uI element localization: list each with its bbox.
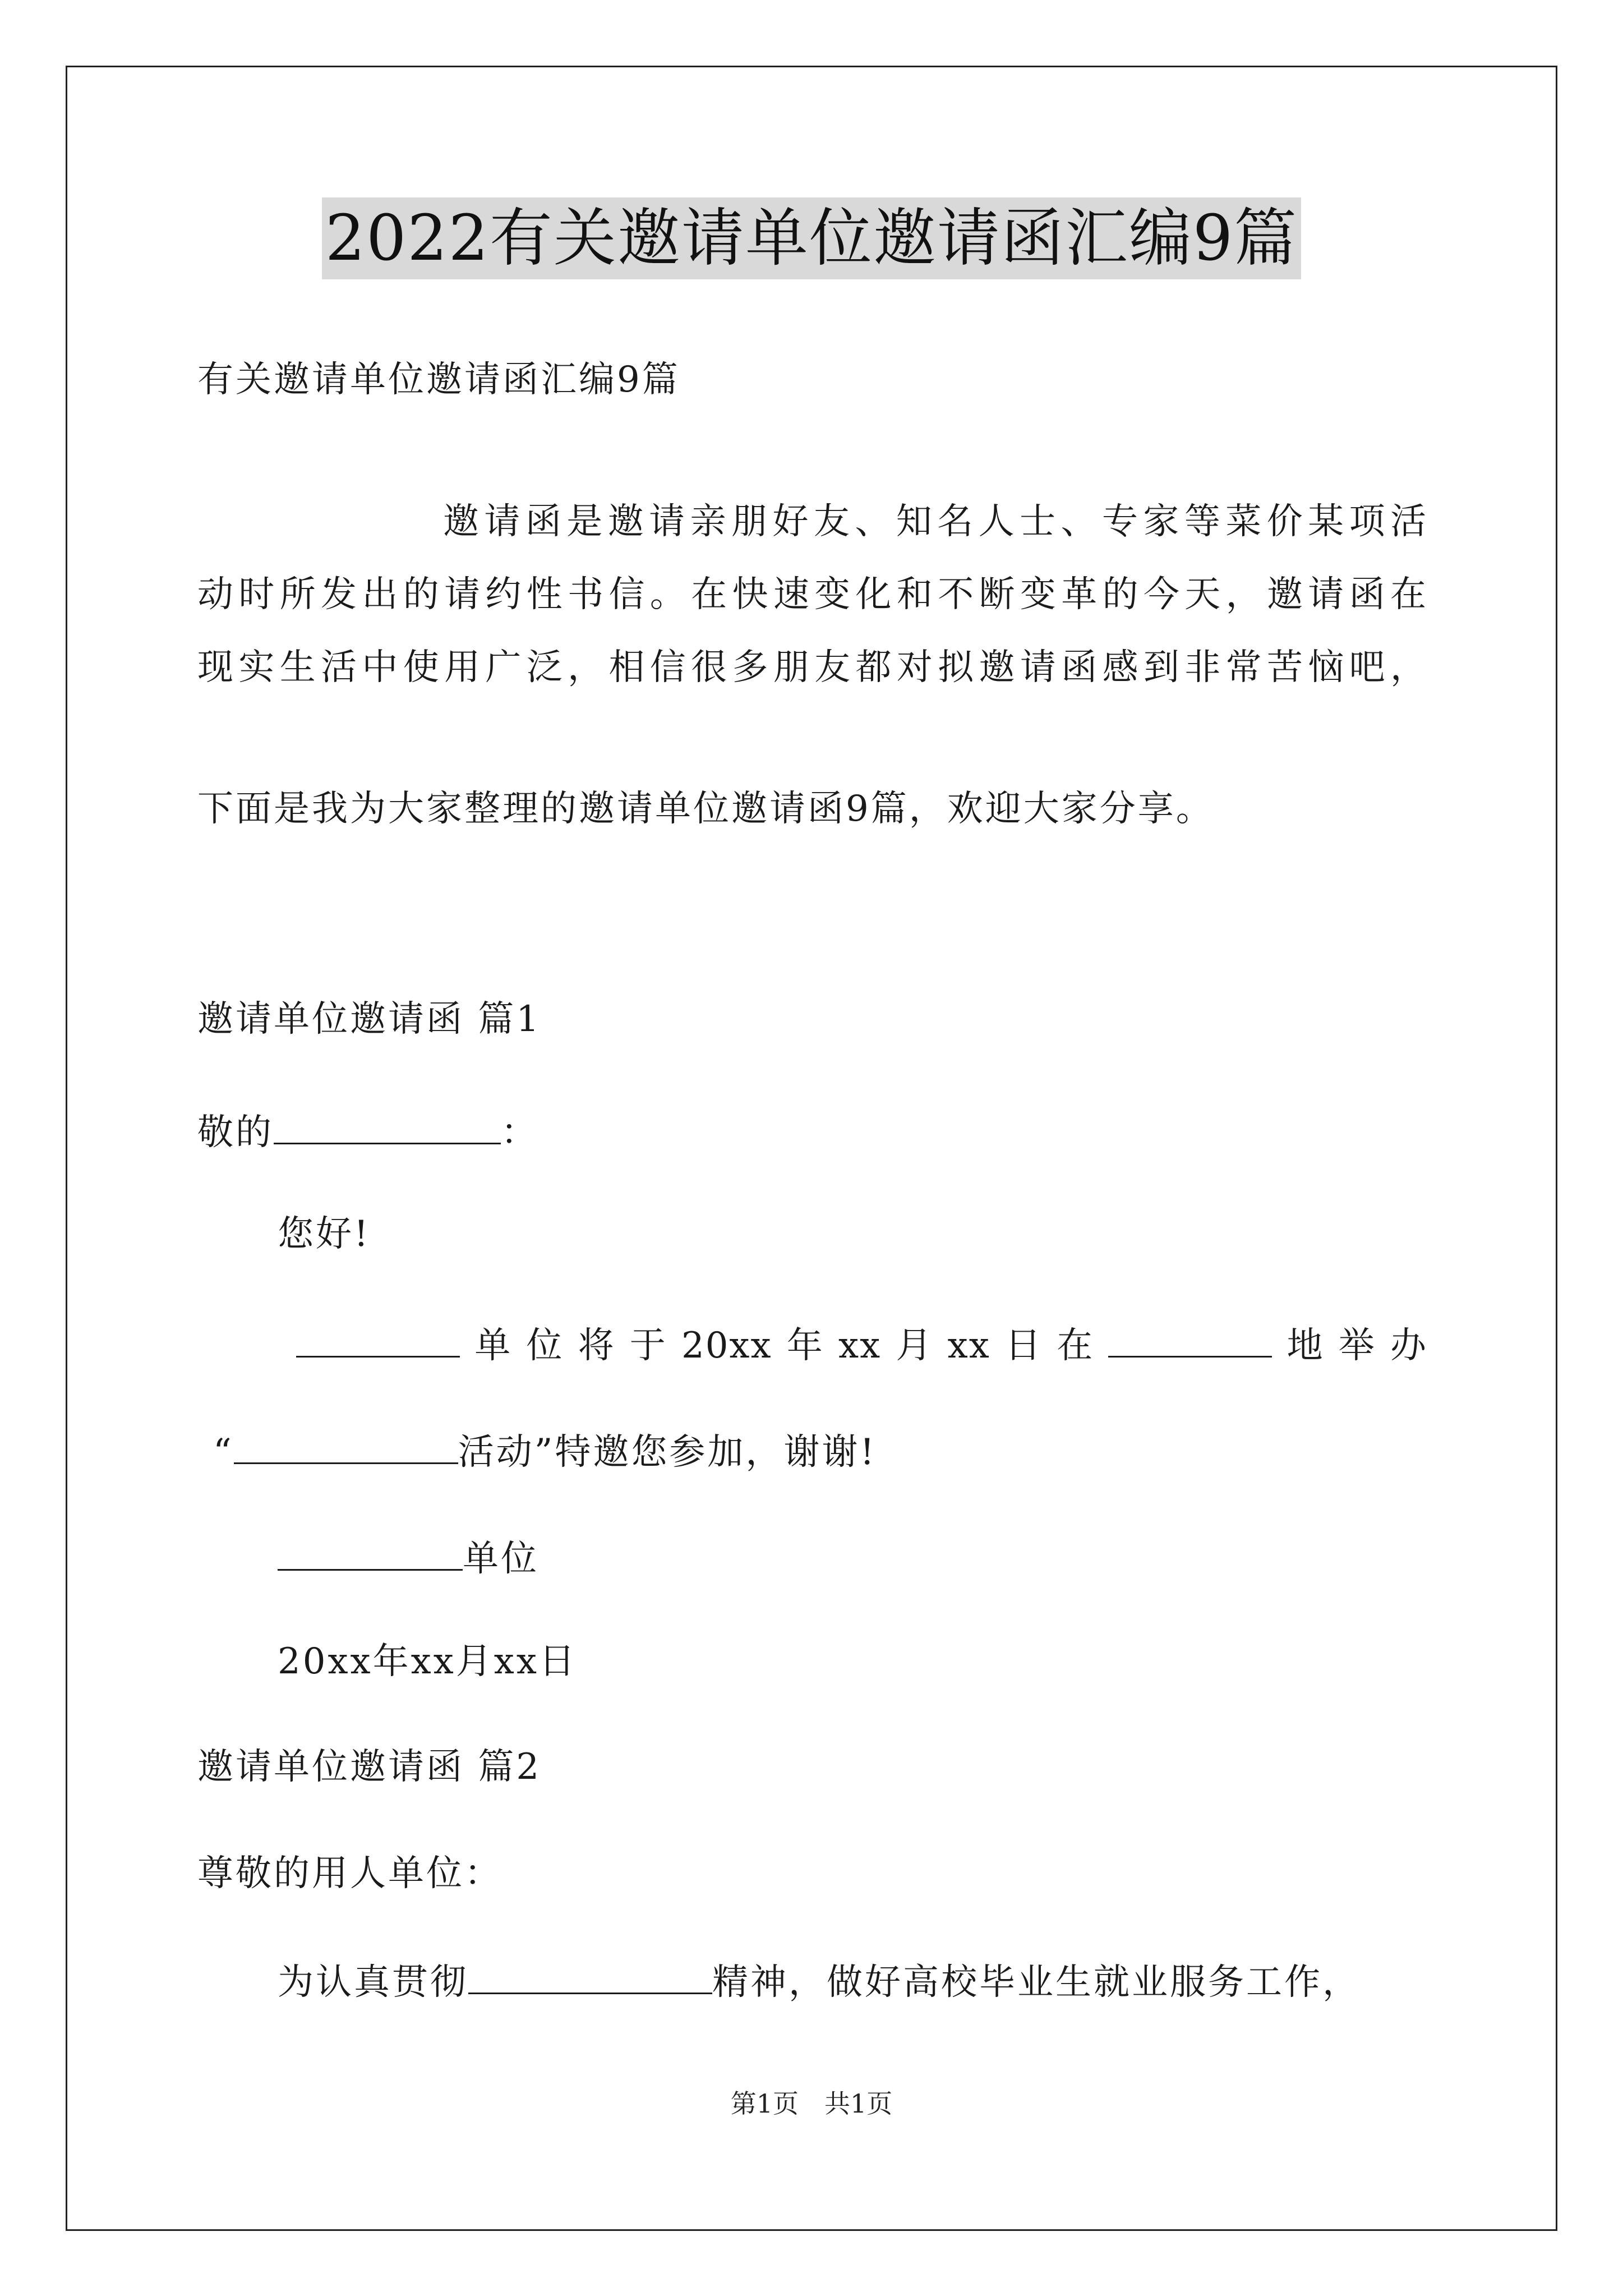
body-line-1-middle: 单位将于20xx年xx月xx日在 bbox=[460, 1325, 1109, 1366]
page-footer: 第1页 共1页 bbox=[730, 2088, 893, 2119]
location-blank bbox=[1108, 1321, 1272, 1358]
intro-line-3: 现实生活中使用广泛，相信很多朋友都对拟邀请函感到非常苦恼吧， bbox=[197, 647, 1427, 688]
section-1-signature bbox=[278, 1534, 539, 1581]
salutation-suffix: ： bbox=[501, 1112, 539, 1153]
section-2-salutation: 尊敬的用人单位： bbox=[197, 1853, 502, 1894]
salutation-prefix: 敬的 bbox=[197, 1112, 274, 1153]
recipient-blank bbox=[274, 1108, 501, 1144]
section-1-salutation bbox=[197, 1108, 539, 1155]
section-2-body bbox=[278, 1958, 1361, 2005]
organizer-blank bbox=[296, 1321, 460, 1358]
body-line-2-rest: 活动”特邀您参加，谢谢! bbox=[458, 1432, 877, 1473]
section-1-body-line-1 bbox=[296, 1321, 1427, 1368]
section-1-body-line-2 bbox=[213, 1428, 877, 1475]
intro-line-1: 邀请函是邀请亲朋好友、知名人士、专家等菜价某项活 bbox=[443, 501, 1427, 542]
document-title: 2022有关邀请单位邀请函汇编9篇 bbox=[322, 197, 1301, 279]
title-container bbox=[0, 197, 1623, 279]
section-2-body-prefix: 为认真贯彻 bbox=[278, 1962, 468, 2003]
open-quote: “ bbox=[213, 1432, 234, 1473]
policy-blank bbox=[468, 1958, 712, 1994]
section-2-body-suffix: 精神，做好高校毕业生就业服务工作， bbox=[712, 1962, 1361, 2003]
body-line-1-end: 地举办 bbox=[1272, 1325, 1428, 1366]
section-1-heading: 邀请单位邀请函 篇1 bbox=[197, 999, 542, 1040]
section-1-date: 20xx年xx月xx日 bbox=[278, 1641, 577, 1682]
activity-blank bbox=[234, 1428, 458, 1464]
intro-line-4: 下面是我为大家整理的邀请单位邀请函9篇，欢迎大家分享。 bbox=[197, 788, 1214, 830]
signature-suffix: 单位 bbox=[463, 1538, 539, 1580]
section-2-heading: 邀请单位邀请函 篇2 bbox=[197, 1746, 542, 1788]
section-1-greeting: 您好! bbox=[278, 1213, 371, 1255]
signature-blank bbox=[278, 1534, 463, 1571]
intro-line-2: 动时所发出的请约性书信。在快速变化和不断变革的今天，邀请函在 bbox=[197, 574, 1427, 615]
document-subtitle: 有关邀请单位邀请函汇编9篇 bbox=[197, 359, 680, 401]
